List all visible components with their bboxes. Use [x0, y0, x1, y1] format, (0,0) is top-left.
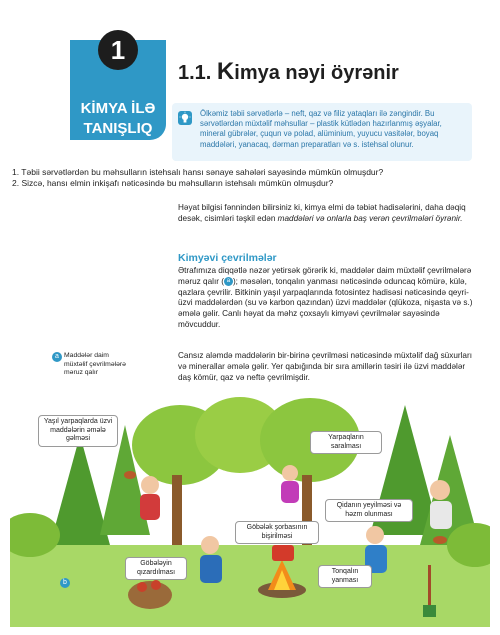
chapter-number: 1	[98, 30, 138, 70]
child-body	[430, 501, 452, 529]
lesson-title-initial: K	[216, 58, 235, 85]
paragraph-2-part1: Ətrafımıza diqqətlə nəzər yetirsək görərik ki, maddələr daim müxtəlif çevrilmələrə məruz qalır (	[178, 266, 472, 286]
mushroom	[124, 471, 136, 479]
question-1: 1. Təbii sərvətlərdən bu məhsulların istehsalı hansı sənaye sahələri sayəsində mümkün olmuşdur?	[12, 167, 384, 177]
child-body	[281, 481, 299, 503]
label-mushroom-roasting: Göbələyin qızardılması	[125, 557, 187, 580]
figure-ref-a: a	[224, 277, 233, 286]
child-head	[366, 526, 384, 544]
paragraph-2	[178, 266, 478, 331]
figure-marker-a: a	[52, 352, 62, 362]
lesson-title	[178, 58, 399, 86]
child-head	[282, 465, 298, 481]
lesson-title-rest: imya nəyi öyrənir	[234, 62, 399, 84]
main-paragraph-emphasis: maddələri və onlarla baş verən çevrilmələri öyrənir.	[277, 214, 463, 223]
paragraph-2-part2: ); məsələn, tonqalın yanması nəticəsində oduncaq kömürə, külə, qazlara çevrilir. Bitkinin yaşıl yarpaqlarında fotosintez hadisəsi nəticəsində qeyri-üzvi maddələrdən (su və karbon qazından) üzvi maddələr (qlükoza, nişasta və s.) əmələ gəlir. Canlı həyat da məhz çoxsaylı kimyəvi çevrilmələr sayəsində mövcuddur.	[178, 276, 473, 329]
label-leaves-yellowing: Yarpaqların saralması	[310, 431, 382, 454]
child-body	[140, 494, 160, 520]
intro-box	[172, 103, 472, 161]
chapter-block	[70, 35, 166, 140]
section-heading: Kimyəvi çevrilmələr	[178, 252, 277, 264]
label-mushroom-soup: Göbələk şorbasının bişirilməsi	[235, 521, 319, 544]
figure-caption-a-text: Maddələr daim müxtəlif çevrilmələrə məruz qalır	[64, 352, 126, 376]
meadow	[10, 545, 490, 627]
shovel-handle	[428, 565, 431, 610]
lightbulb-icon	[178, 111, 192, 125]
lesson-number: 1.1.	[178, 62, 212, 84]
mushroom	[151, 580, 161, 590]
pine-tree	[50, 435, 110, 545]
child-head	[430, 480, 450, 500]
mushroom	[137, 582, 147, 592]
label-green-leaves: Yaşıl yarpaqlarda üzvi maddələrin əmələ gəlməsi	[38, 415, 118, 447]
child-body	[200, 555, 222, 583]
figure-marker-b: b	[60, 578, 70, 588]
question-2: 2. Sizcə, hansı elmin inkişafı nəticəsində bu məhsulların istehsalı mümkün olmuşdur?	[12, 178, 334, 188]
shovel-blade	[423, 605, 436, 617]
paragraph-3: Cansız aləmdə maddələrin bir-birinə çevrilməsi nəticəsində müxtəlif dağ süxurları və minerallar əmələ gəlir. Yer qabığında bir sıra amillərin təsiri ilə üzvi maddələr daş kömür, qaz və neftə çevrilmişdir.	[178, 351, 472, 382]
tree-trunk	[172, 475, 182, 545]
label-food-digestion: Qidanın yeyilməsi və həzm olunması	[325, 499, 413, 522]
mushroom	[433, 536, 447, 544]
child-head	[201, 536, 219, 554]
forest-illustration	[10, 395, 490, 627]
chapter-title-line2: TANIŞLIQ	[83, 120, 153, 137]
main-paragraph-text: Həyat bilgisi fənnindən bilirsiniz ki, kimya elmi də təbiət hadisələrini, daha dəqiq desək, cisimləri təşkil edən	[178, 203, 466, 223]
intro-text: Ölkəmiz təbii sərvətlərlə – neft, qaz və filiz yataqları ilə zəngindir. Bu sərvətlərdən müxtəlif məhsullar – plastik kütlədən hazırlanmış əşyalar, mineral gübrələr, çuqun və polad, alüminium, yuyucu vasitələr, boyaq maddələri, yanacaq, dərman preparatları və s. istehsal olunur.	[200, 109, 442, 149]
main-paragraph	[178, 202, 474, 224]
label-bonfire: Tonqalın yanması	[318, 565, 372, 588]
chapter-title-line1: KİMYA İLƏ	[80, 100, 156, 117]
child-head	[141, 476, 159, 494]
mushroom-basket	[128, 581, 172, 609]
soup-pot	[272, 545, 294, 561]
